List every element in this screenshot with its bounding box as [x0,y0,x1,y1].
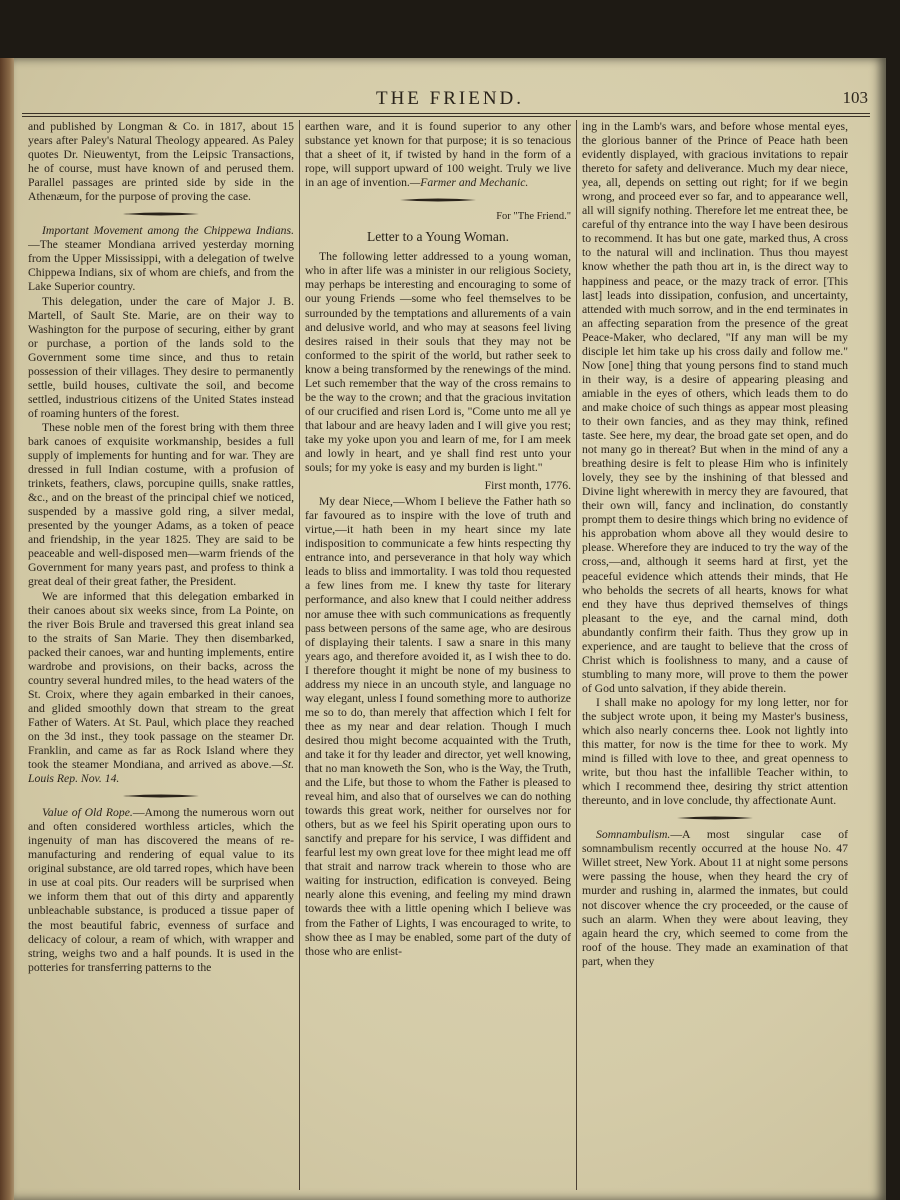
letter-title: Letter to a Young Woman. [367,229,509,245]
article-heading: Important Movement among the Chippewa Indians. [42,224,294,238]
paragraph [28,590,294,787]
paragraph: My dear Niece,—Whom I believe the Father hath so far favoured as to inspire with the love of truth and virtue,—it hath been in my heart since my late indisposition to communicate a few hints respecting thy entrance into, and perseverance in that holy way which leads to bliss and immortality. I was told thou requested a few lines from me. I knew thy taste for literary performance, and also knew that I could neither address nor amuse thee with such communications as frequently pass between persons of the same age, who are desirous of displaying their talents. I saw a snare in this many years ago, and therefore avoided it, as I wish thee to do. I therefore thought it might be none of my business to address my niece in an uncouth style, and language no way elegant, unless I found something more to authorize me so to do, than merely that affection which I felt for thee as my near and dear relation. Though I much desired thou might become acquainted with the Truth, and take it for thy leader and director, yet well knowing, that no man knoweth the Son, who is the Way, the Truth, and the Life, but those to whom the Father is pleased to reveal him, and also that of ourselves we can do nothing towards this great work, neither for ourselves nor for others, but as we feel his Spirit operating upon ours to sanctify and prepare for his service, I was diffident and fearful lest my own great love for thee might lead me off that strait and narrow track wherein to those who are waiting for instruction, edification is conveyed. Being nearly alone this evening, and feeling my mind drawn towards thee with a little opening which I believe was from the Father of Lights, I was encouraged to write, to show thee as I may be enabled, some part of the duty of those who are enlist- [305,495,571,958]
paragraph [305,120,571,190]
paragraph: and published by Longman & Co. in 1817, about 15 years after Paley's Natural Theology appeared. As Paley quotes Dr. Nieuwentyt, from the Leipsic Transactions, he of course, must have known of and perused them. Parallel passages are printed side by side in the Athenæum, for the purpose of proving the case. [28,120,294,204]
column-divider [576,120,577,1190]
column-divider [299,120,300,1190]
paragraph: The following letter addressed to a young woman, who in after life was a minister in our religious Society, may perhaps be interesting and encouraging to some of our young Friends —some who feel themselves to be surrounded by the temptations and allurements of a vain and delusive world, and who may at seasons feel living desires raised in their souls that they may not be conformed to the spirit of the world, but rather seek to know a being transformed by the renewings of the mind. Let such remember that the way of the cross remains to be the way to the crown; and that the gracious invitation of our crucified and risen Lord is, "Come unto me all ye that labour and are heavy laden and I will give you rest; take my yoke upon you and learn of me, for I am meek and lowly in heart, and ye shall find rest unto your souls; for my yoke is easy and my burden is light." [305,250,571,475]
source-credit: —St. Louis Rep. Nov. 14. [28,758,294,786]
paragraph-text: —The steamer Mondiana arrived yesterday morning from the Upper Mississippi, with a delegation of twelve Chippewa Indians, six of whom are chiefs, and from the Lake Superior country. [28,238,294,294]
ornament-divider-icon [398,197,478,203]
article-heading: Value of Old Rope. [42,806,133,820]
source-credit: —Farmer and Mechanic. [409,176,529,190]
column-2 [305,120,571,1190]
article-heading: Somnambulism. [596,828,671,842]
paragraph: I shall make no apology for my long letter, nor for the subject wrote upon, it being my Master's business, which also nearly concerns thee. Look not lightly into this matter, for now is the time for thee to work. My mind is filled with love to thee, and great openness to write, but thou hast the infallible Teacher within, to which I recommend thee, desiring thy strict attention thereunto, and in love conclude, thy affectionate Aunt. [582,695,848,808]
paragraph-text: —A most singular case of somnambulism recently occurred at the house No. 47 Willet street, New York. About 11 at night some persons were passing the house, when they heard the cry of murder and rushing in, alarmed the inmates, but could not discover whence the cry proceeded, or the cause of such an alarm. When they were about leaving, they again heard the cry, which seemed to come from the roof of the house. They made an examination of that part, when they [582,828,848,968]
article-old-rope [28,806,294,975]
paragraph-text: We are informed that this delegation embarked in their canoes about six weeks since, from La Pointe, on the river Bois Brule and traversed this great inland sea to the straits of San Marie. They then disembarked, packed their canoes, war and hunting implements, entire wardrobe and provisions, on their backs, across the country several hundred miles, to the head waters of the St. Croix, where they again embarked in their canoes, and glided smoothly down that stream to the great Father of Waters. At St. Paul, which place they reached on the 3d inst., they took passage on the steamer Dr. Franklin, and came as far as Rock Island where they took the steamer Mondiana, and arrived as above. [28,589,294,772]
paragraph: ing in the Lamb's wars, and before whose mental eyes, the glorious banner of the Prince of Peace hath been evidently displayed, with gracious invitations to repair thereto for safety and deliverance. Much my dear niece, yea, all, depends on setting out right; for if we begin wrong, and proceed ever so far, and to appearance well, all will signify nothing. Therefore let me entreat thee, be careful of thy entrance into the way I have been desirous to recommend. It has but one gate, marked thus, A cross to the natural will and inclination. Thus thou mayest know whether the path thou art in, is the direct way to happiness and peace, or the mazy track of error. [This last] leads into dissipation, confusion, and uncertainty, attended with much sorrow, and in the end terminates in an affecting separation from the presence of the great Peace-Maker, who declared, "If any man will be my disciple let him take up his cross daily and follow me." Now [one] thing that young persons find to stand much in their way, is a desire of appearing pleasing and amiable in the eyes of others, which leads them to do and make choice of such things as appear most pleasing to their own fancies, and as they may think, refined taste. See here, my dear, the broad gate set open, and do not many go in thereat? But when in the mind of any a breathing desire is felt to please Him who is infinitely lovely, they see by the inshining of that blessed and Divine light wherewith in mercy they are favoured, that their own will, fancy and inclination, do constantly prompt them to desire things which bring no evidence of his approbation whom above all they would desire to please. Wherefore they are induced to try the way of the cross,—and, although it seems hard at first, yet the peaceful evidence which attends their minds, that He who beholds the secrets of all hearts, knows for what end they have thus deprived themselves of things pleasant to the eye, and the carnal mind, doth abundantly confirm their faith. Thus they grow up in experience, and are taught to believe that the cross of Christ which is foolishness to many, and a cause of stumbling to many more, will prove to them the power of God unto salvation, if they abide therein. [582,120,848,695]
ornament-divider-icon [675,815,755,821]
ornament-divider-icon [121,211,201,217]
article-chippewa [28,224,294,294]
paragraph: These noble men of the forest bring with them three bark canoes of exquisite workmanship, besides a full supply of implements for hunting and for war. They are dressed in full Indian costume, with a profusion of trinkets, feathers, claws, porcupine quills, snake rattles, &c., and on the breast of the principal chief we noticed, suspended by a massive gold ring, a silver medal, presented by the younger Adams, as a token of peace and friendship, in the year 1825. They are said to be peaceable and well-disposed men—warm friends of the Government for many years past, and profess to think a great deal of their great father, the President. [28,420,294,589]
column-1 [28,120,294,1190]
letter-date: First month, 1776. [484,479,571,493]
header-rule [22,113,870,117]
paragraph-text: earthen ware, and it is found superior to any other substance yet known for that purpose; it is so tenacious that a sheet of it, if twisted by hand in the form of a rope, will support upward of 100 weight. Truly we live in an age of invention. [305,120,571,190]
page-number: 103 [842,88,868,107]
for-the-friend-note: For "The Friend." [496,211,571,223]
page-title: THE FRIEND. [375,88,525,109]
column-3 [582,120,848,1190]
article-somnambulism [582,828,848,968]
ornament-divider-icon [121,793,201,799]
newspaper-page [14,58,886,1200]
paragraph: This delegation, under the care of Major J. B. Martell, of Sault Ste. Marie, are on their way to Washington for the purpose of securing, either by grant or purchase, a portion of the lands sold to the Government some time since, and thus to retain possession of their villages. They desire to permanently settle, build houses, cultivate the soil, and become settled, industrious citizens of the United States instead of roaming hunters of the forest. [28,294,294,420]
paragraph-text: —Among the numerous worn out and often considered worthless articles, which the ingenuity of man has discovered the means of re-manufacturing and rendering of equal value to its original substance, are old tarred ropes, which have been in use at coal pits. Our readers will be surprised when we inform them that out of this dirty and apparently unbleachable substance, is produced a tissue paper of the most beautiful fabric, evenness of surface and delicacy of colour, a ream of which, with wrapper and string, weighs two and a half pounds. It is used in the potteries for transferring patterns to the [28,806,294,974]
